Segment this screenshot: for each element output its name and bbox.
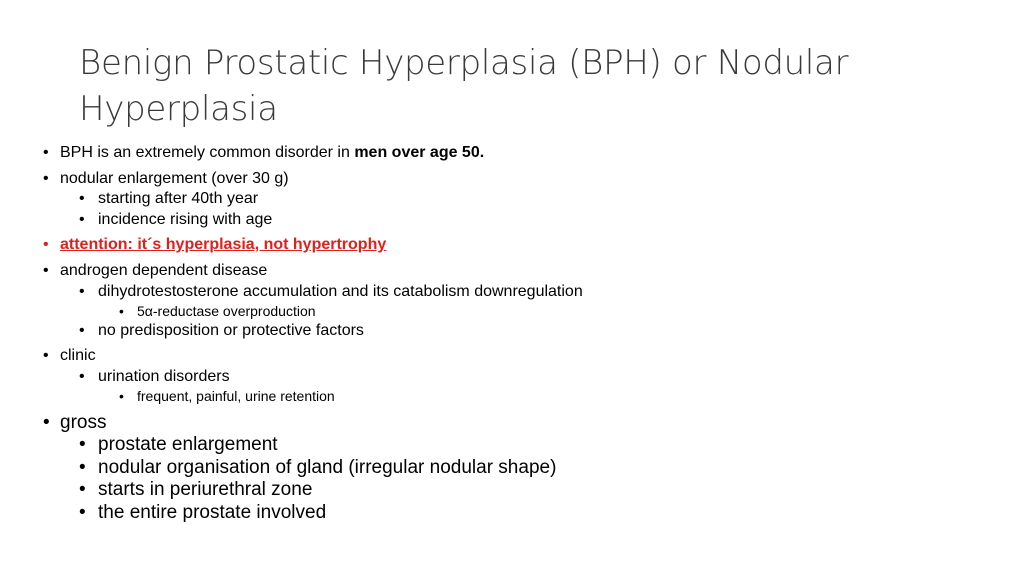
subsubbullet-5a-reductase: • 5α-reductase overproduction [119, 303, 316, 319]
bullet-attention-warning: • attention: it´s hyperplasia, not hypertrophy [43, 236, 387, 253]
subsubbullet-frequent-painful: • frequent, painful, urine retention [119, 388, 335, 404]
subbullet-starting-after-40: • starting after 40th year [79, 190, 259, 207]
subbullet-no-predisposition: • no predisposition or protective factors [79, 322, 364, 339]
subbullet-prostate-enlargement: • prostate enlargement [79, 434, 278, 455]
bullet-androgen-dependent: • androgen dependent disease [43, 262, 268, 279]
bullet-dot: • [43, 144, 49, 161]
subbullet-entire-prostate: • the entire prostate involved [79, 502, 327, 523]
subbullet-incidence-rising: • incidence rising with age [79, 211, 273, 228]
subbullet-periurethral-zone: • starts in periurethral zone [79, 479, 313, 500]
subbullet-dht-accumulation: • dihydrotestosterone accumulation and its catabolism downregulation [79, 283, 583, 300]
bullet-gross: • gross [43, 412, 107, 433]
bullet-clinic: • clinic [43, 347, 96, 364]
emphasis-text: men over age 50. [354, 144, 485, 161]
bullet-nodular-enlargement: • nodular enlargement (over 30 g) [43, 170, 289, 187]
subbullet-urination-disorders: • urination disorders [79, 368, 230, 385]
slide-title: Benign Prostatic Hyperplasia (BPH) or Nodular Hyperplasia [79, 43, 849, 129]
bullet-bph-common: • BPH is an extremely common disorder in men over age 50. [43, 144, 485, 161]
subbullet-nodular-organisation: • nodular organisation of gland (irregular nodular shape) [79, 457, 557, 478]
